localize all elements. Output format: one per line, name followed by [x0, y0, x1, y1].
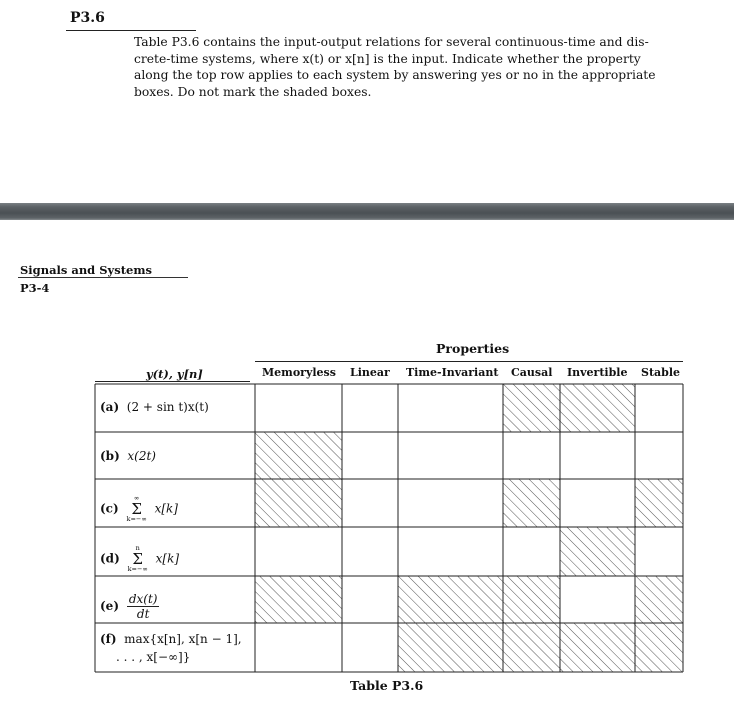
paragraph-line-1: Table P3.6 contains the input-output relations for several continuous-time and dis-	[134, 35, 649, 49]
row-b-label	[100, 449, 156, 463]
row-a-expr: (2 + sin t)x(t)	[126, 400, 209, 414]
shaded-cell	[503, 623, 560, 672]
row-c-letter: (c)	[100, 501, 119, 516]
shaded-cells	[255, 384, 683, 672]
shaded-cell	[635, 576, 683, 623]
row-d-label	[100, 545, 179, 573]
col-head-time-invariant: Time-Invariant	[406, 366, 499, 379]
frac-numerator: dx(t)	[128, 592, 158, 606]
row-e-label	[100, 592, 159, 621]
row-f-label	[100, 632, 242, 646]
row-c-label	[100, 495, 178, 523]
shaded-cell	[560, 384, 635, 432]
row-b-expr: x(2t)	[127, 449, 156, 463]
sum-c-term: x[k]	[154, 501, 178, 516]
col-head-linear: Linear	[350, 366, 390, 379]
table-caption: Table P3.6	[350, 678, 424, 693]
row-a-letter: (a)	[100, 400, 120, 414]
col-head-stable: Stable	[641, 366, 681, 379]
row-header: y(t), y[n]	[146, 367, 203, 381]
shaded-cell	[635, 479, 683, 527]
paragraph-line-3: along the top row applies to each system by answering yes or no in the appropriate	[134, 68, 656, 82]
shaded-cell	[635, 623, 683, 672]
row-a-label	[100, 400, 209, 414]
row-f-letter: (f)	[100, 632, 117, 646]
shaded-cell	[398, 623, 503, 672]
frac-denominator: dt	[136, 607, 150, 621]
shaded-cell	[503, 576, 560, 623]
row-f-expr-line1: max{x[n], x[n − 1],	[124, 632, 242, 646]
sum-d-upper: n	[135, 544, 140, 552]
shaded-cell	[255, 479, 342, 527]
derivative-fraction	[127, 592, 160, 621]
shaded-cell	[503, 384, 560, 432]
shaded-cell	[560, 623, 635, 672]
col-head-memoryless: Memoryless	[262, 366, 336, 379]
page-code: P3-4	[20, 281, 50, 295]
shaded-cell	[255, 576, 342, 623]
sum-d-term: x[k]	[155, 551, 180, 566]
sum-c-lower: k=−∞	[126, 515, 147, 523]
summation-c: ∞ Σ k=−∞	[126, 494, 147, 523]
properties-heading: Properties	[436, 341, 510, 356]
paragraph-line-4: boxes. Do not mark the shaded boxes.	[134, 84, 372, 99]
sum-c-upper: ∞	[133, 494, 140, 502]
row-b-letter: (b)	[100, 449, 120, 463]
book-title: Signals and Systems	[20, 263, 152, 277]
paragraph-line-2: crete-time systems, where x(t) or x[n] is the input. Indicate whether the property	[134, 51, 641, 66]
shaded-cell	[255, 432, 342, 479]
row-e-letter: (e)	[100, 599, 119, 613]
sum-d-lower: k=−∞	[127, 565, 148, 573]
row-f-expr-line2: . . . , x[−∞]}	[116, 650, 191, 664]
shaded-cell	[560, 527, 635, 576]
row-d-letter: (d)	[100, 551, 120, 566]
shaded-cell	[398, 576, 503, 623]
col-head-invertible: Invertible	[567, 366, 628, 379]
summation-d: n Σ k=−∞	[127, 544, 148, 573]
shaded-cell	[503, 479, 560, 527]
problem-label: P3.6	[70, 10, 105, 26]
col-head-causal: Causal	[511, 366, 553, 379]
